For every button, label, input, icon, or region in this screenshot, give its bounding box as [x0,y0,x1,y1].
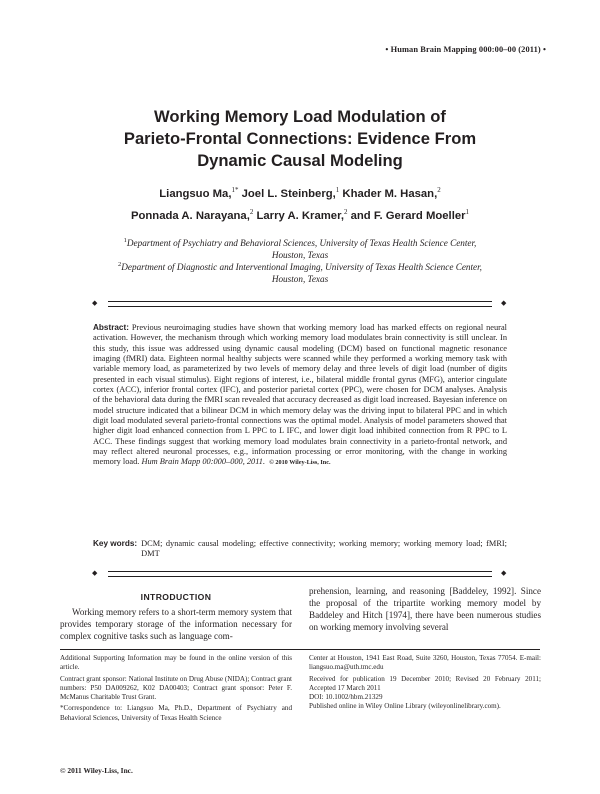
divider-diamond-icon: ◆ [501,299,507,307]
footnote-rule [60,649,540,650]
divider-line [108,571,492,572]
divider-line [108,576,492,577]
author-sup: 2 [249,207,254,216]
author-name: Ponnada A. Narayana, [130,209,250,222]
intro-right-column [309,585,541,633]
paper-title [60,106,540,172]
author-name: Joel L. Steinberg, [241,187,336,200]
footnote: Received for publication 19 December 2010; Revised 20 February 2011; Accepted 17 March 2011 [309,674,541,692]
section-heading: INTRODUCTION [140,592,212,602]
abstract-text: Previous neuroimaging studies have shown that working memory load has marked effects on regional neural activation. However, the mechanism through which working memory load modulates brain connectivity is still unclear. In this study, this issue was addressed using dynamic causal modeling (DCM) based on functional magnetic resonance imaging (fMRI) data. Eighteen normal healthy subjects were scanned while they performed a working memory task with variable memory load, as parameterized by two levels of memory delay and three levels of digit load (number of digits presented in each visual stimulus). Eight regions of interest, i.e., bilateral middle frontal gyrus (MFG), anterior cingulate cortex (ACC), inferior frontal cortex (IFC), and posterior parietal cortex (PPC), were chosen for DCM analyses. Analysis of the behavioral data during the fMRI scan revealed that accuracy decreased as digit load increased. Bayesian inference on model structure indicated that a bilinear DCM in which memory delay was the driving input to bilateral PPC and in which digit load modulated several parieto-frontal connections was the optimal model. Analysis of model parameters showed that higher digit load enhanced connection from L PPC to L IFC, and lower digit load inhibited connection from R PPC to L ACC. These findings suggest that working memory load modulates brain connectivity in a parieto-frontal network, and may reflect altered neuronal processes, e.g., information processing or error monitoring, with the change in working memory load. [93,323,507,467]
footnotes-left [60,654,292,725]
abstract [93,323,507,469]
affiliation-sup: 2 [118,261,122,268]
author-sup: 2 [437,186,441,194]
author-sup: 1 [465,207,470,216]
affiliation [80,259,520,285]
keywords [93,539,507,560]
footnote: Contract grant sponsor: National Institute on Drug Abuse (NIDA); Contract grant numbers: P50 DA009262, K02 DA00403; Contract grant sponsor: Peter F. McManus Charitable Trust Grant. [60,674,292,702]
abstract-citation: Hum Brain Mapp 00:000–000, 2011. [141,457,266,467]
author-name: Liangsuo Ma, [159,187,232,200]
page-copyright: © 2011 Wiley-Liss, Inc. [60,766,133,775]
affiliation-line: Houston, Texas [271,250,329,261]
footnotes-right [309,654,541,712]
divider-diamond-icon: ◆ [501,569,507,577]
divider-line [108,301,492,302]
affiliation-line: Houston, Texas [271,274,329,285]
author-sup: 1 [335,186,340,194]
footnote: Center at Houston, 1941 East Road, Suite 3260, Houston, Texas 77054. E-mail: liangsuo.ma@uth.tmc.edu [309,654,541,672]
abstract-label: Abstract: [93,323,129,332]
author-name: and F. Gerard Moeller [350,209,466,222]
abstract-copyright: © 2010 Wiley-Liss, Inc. [269,459,331,467]
affiliation-line: Department of Diagnostic and Interventional Imaging, University of Texas Health Science Center, [121,262,482,273]
author-list [60,181,540,225]
title-line: Parieto-Frontal Connections: Evidence From [123,129,477,148]
footnote: DOI: 10.1002/hbm.21329 [309,693,383,702]
affiliation-line: Department of Psychiatry and Behavioral Sciences, University of Texas Health Science Center, [126,238,477,249]
footnote: *Correspondence to: Liangsuo Ma, Ph.D., Department of Psychiatry and Behavioral Sciences, University of Texas Health Science [60,704,292,722]
affiliation [80,235,520,261]
journal-citation: • Human Brain Mapping 000:00–00 (2011) • [385,45,546,54]
keywords-label: Key words: [93,539,138,548]
intro-left-column [60,606,292,642]
divider-line [108,306,492,307]
footnote: Additional Supporting Information may be found in the online version of this article. [60,654,292,672]
affiliation-sup: 1 [123,237,127,244]
divider-diamond-icon: ◆ [92,569,98,577]
author-sup: 2 [343,207,348,216]
author-sup: 1* [231,186,239,194]
author-name: Larry A. Kramer, [256,209,344,222]
author-name: Khader M. Hasan, [342,187,438,200]
footnote: Published online in Wiley Online Library (wileyonlinelibrary.com). [309,702,501,711]
divider-diamond-icon: ◆ [92,299,98,307]
title-line: Working Memory Load Modulation of [154,107,446,126]
keywords-text: DCM; dynamic causal modeling; effective connectivity; working memory; working memory load; fMRI; DMT [141,539,507,559]
title-line: Dynamic Causal Modeling [197,151,403,170]
intro-paragraph: Working memory refers to a short-term memory system that provides temporary storage of the information necessary for complex cognitive tasks such as language com- [60,607,292,642]
intro-paragraph: prehension, learning, and reasoning [Baddeley, 1992]. Since the proposal of the tripartite working memory model by Baddeley and Hitch [1974], there have been numerous studies on working memory involving several [309,586,541,633]
